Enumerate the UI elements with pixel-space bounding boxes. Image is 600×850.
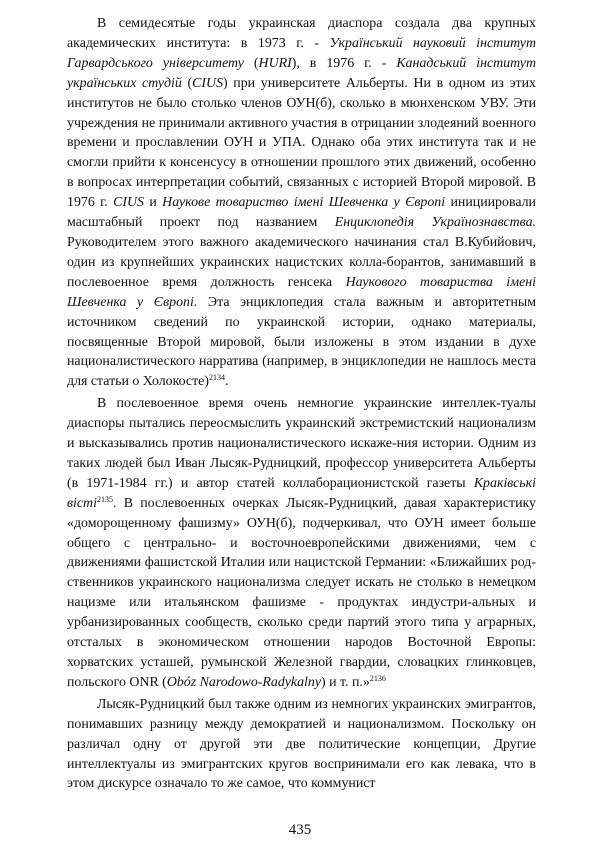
abbreviation: CIUS <box>113 195 144 211</box>
text-segment: ) при университете Альберты. Ни в одном из этих институтов не было столько членов ОУН(б), сколько в мюнхенском УВУ. Эти учреждения не принимали активного участия в отрицании злодеяний военного времени и прославлении ОУН и УПА. Однако оба этих института так и не смогли прийти к консенсусу в отношении прошлого этих движений, особенно в вопросах интерпретации событий, связанных с историей Второй мировой. В 1976 г. <box>67 75 536 211</box>
text-segment: В семидесятые годы украинская диаспора создала два крупных академических института: в 1973 г. - <box>67 16 536 51</box>
paragraph-2 <box>67 394 536 693</box>
text-segment: ( <box>181 75 193 91</box>
paragraph-1 <box>67 14 536 392</box>
newspaper-title: Краківські вісті <box>67 475 536 511</box>
text-segment: ), в 1976 г. - <box>291 55 397 71</box>
text-segment: . <box>224 374 229 390</box>
text-segment: . В послевоенных очерках Лысяк-Рудницкий, давая характеристику «доморощенному фашизму» ОУН(б), подчеркивал, что ОУН имеет больше общего с центрально- и восточноевропейскими движениями, чем с движениями фашистской Италии или нацистской Германии: «Ближайших род-ственников украинского национализма следует искать не столько в немецком нацизме или итальянском фашизме - продуктах индустри-альных и урбанизированных сообществ, сколько среди партий этого типа у аграрных, отсталых в экономическом отношении народов Восточной Европы: хорватских усташей, румынской Железной гвардии, словацких глинковцев, польского ONR ( <box>67 495 536 690</box>
society-name: Наукове товариство імені Шевченка у Європі <box>162 195 446 211</box>
organization-name: Obóz Narodowo-Radykalny <box>166 674 322 690</box>
text-segment: и <box>144 195 163 211</box>
text-segment: В послевоенное время очень немногие украинские интеллек-туалы диаспоры пытались переосмыслить украинский экстремистский национализм и высказывались против националистического искаже-ния истории. Одним из таких людей был Иван Лысяк-Рудницкий, профессор университета Альберты (в 1971-1984 гг.) и автор статей коллаборационистской газеты <box>67 396 536 491</box>
footnote-ref-2134: 2134 <box>208 373 225 383</box>
text-segment: ( <box>243 55 259 71</box>
society-name: Наукового товариства імені Шевченка у Європі. <box>67 274 536 310</box>
text-segment: ) и т. п.» <box>321 674 370 690</box>
footnote-ref-2136: 2136 <box>369 673 386 683</box>
abbreviation: HURI <box>258 55 292 71</box>
institute-name-cius: Канадський інститут українських студій <box>67 55 536 91</box>
text-segment: Эта энциклопедия стала важным и авторитетным источником сведений по украинской истории, однако материалы, посвященные Второй мировой, были изложены в этом издании в духе националистического нарратива (например, в энциклопедии не нашлось места для статьи о Холокосте) <box>67 294 537 390</box>
encyclopedia-title: Енциклопедія Українознавства. <box>334 215 536 231</box>
abbreviation: CIUS <box>192 75 224 91</box>
text-segment: Руководителем этого важного академического начинания стал В.Кубийович, один из крупнейших украинских нацистских колла-борантов, занимавший в послевоенное время должность генсека <box>67 234 536 290</box>
footnote-ref-2135: 2135 <box>96 494 113 504</box>
text-segment: инициировали масштабный проект под названием <box>67 195 536 231</box>
institute-name-huri: Український науковий інститут Гарвардського університету <box>67 35 536 71</box>
page-number: 435 <box>288 822 312 838</box>
paragraph-3 <box>67 695 536 795</box>
text-segment: Лысяк-Рудницкий был также одним из немногих украинских эмигрантов, понимавших разницу между демократией и национализмом. Поскольку он различал одну от другой эти две политические концепции, Другие интеллектуалы из эмигрантских кругов воспринимали его как левака, что в этом дискурсе означало то же самое, что коммунист <box>67 696 536 792</box>
